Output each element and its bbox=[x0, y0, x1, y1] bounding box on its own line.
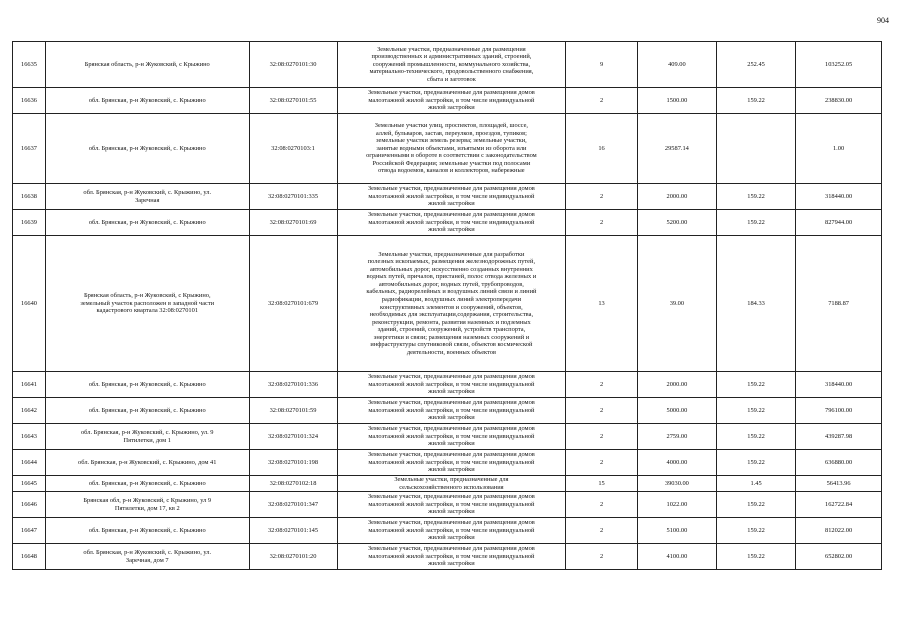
cell-rate: 159.22 bbox=[716, 210, 795, 236]
cell-area: 4100.00 bbox=[637, 544, 716, 570]
cell-address: обл. Брянская, р-н Жуковский, с. Крыжино, ул. Заречная, дом 7 bbox=[46, 544, 250, 570]
cell-rate: 159.22 bbox=[716, 450, 795, 476]
table-row bbox=[13, 518, 882, 544]
table-row bbox=[13, 398, 882, 424]
cell-purpose: Земельные участки, предназначенные для размещения домов малоэтажной жилой застройки, в том числе индивидуальной жилой застройки bbox=[337, 492, 566, 518]
cell-rate: 252.45 bbox=[716, 42, 795, 88]
cell-value: 827944.00 bbox=[796, 210, 882, 236]
table-row bbox=[13, 88, 882, 114]
cell-num: 16643 bbox=[13, 424, 46, 450]
cell-num: 16642 bbox=[13, 398, 46, 424]
cell-purpose: Земельные участки, предназначенные для размещения домов малоэтажной жилой застройки, в том числе индивидуальной жилой застройки bbox=[337, 372, 566, 398]
cell-category: 2 bbox=[566, 450, 638, 476]
cell-address: обл. Брянская, р-н Жуковский, с. Крыжино bbox=[46, 398, 250, 424]
cell-rate: 159.22 bbox=[716, 184, 795, 210]
cell-purpose: Земельные участки, предназначенные для размещения домов малоэтажной жилой застройки, в том числе индивидуальной жилой застройки bbox=[337, 518, 566, 544]
cell-cadastral: 32:08:0270101:59 bbox=[249, 398, 337, 424]
cell-category: 9 bbox=[566, 42, 638, 88]
cell-area: 1500.00 bbox=[637, 88, 716, 114]
table-row bbox=[13, 184, 882, 210]
cell-area: 1022.00 bbox=[637, 492, 716, 518]
table-row bbox=[13, 476, 882, 492]
cell-purpose: Земельные участки, предназначенные для сельскохозяйственного использования bbox=[337, 476, 566, 492]
cell-rate: 159.22 bbox=[716, 88, 795, 114]
cell-num: 16648 bbox=[13, 544, 46, 570]
cell-rate: 159.22 bbox=[716, 398, 795, 424]
cell-num: 16635 bbox=[13, 42, 46, 88]
cell-area: 39030.00 bbox=[637, 476, 716, 492]
cell-cadastral: 32:08:0270101:679 bbox=[249, 236, 337, 372]
cell-purpose: Земельные участки, предназначенные для размещения домов малоэтажной жилой застройки, в том числе индивидуальной жилой застройки bbox=[337, 544, 566, 570]
cell-category: 2 bbox=[566, 184, 638, 210]
cell-rate: 1.45 bbox=[716, 476, 795, 492]
cell-value: 439287.98 bbox=[796, 424, 882, 450]
cell-category: 13 bbox=[566, 236, 638, 372]
cell-purpose: Земельные участки, предназначенные для разработки полезных ископаемых, размещения железнодорожных путей, автомобильных дорог, искусственно созданных внутренних водных путей, причалов, пристаней, полос отвода железных и автомобильных дорог, водных путей, трубопроводов, кабельных, радиорелейных и воздушных линий связи и линий радиофикации, воздушных линий электропередачи конструктивных элементов и сооружений, объектов, необходимых для эксплуатации,содержания, строительства, реконструкции, ремонта, развития наземных и подземных зданий, строений, сооружений, устройств транспорта, энергетики и связи; размещения наземных сооружений и инфраструктуры спутниковой связи, объектов космической деятельности, военных объектов bbox=[337, 236, 566, 372]
cell-value: 103252.05 bbox=[796, 42, 882, 88]
cell-cadastral: 32:08:0270101:145 bbox=[249, 518, 337, 544]
cell-category: 2 bbox=[566, 372, 638, 398]
cell-rate: 159.22 bbox=[716, 518, 795, 544]
cell-purpose: Земельные участки, предназначенные для размещения домов малоэтажной жилой застройки, в том числе индивидуальной жилой застройки bbox=[337, 424, 566, 450]
cell-area: 2000.00 bbox=[637, 372, 716, 398]
cell-category: 2 bbox=[566, 398, 638, 424]
cell-cadastral: 32:08:0270101:336 bbox=[249, 372, 337, 398]
cell-purpose: Земельные участки, предназначенные для размещения домов малоэтажной жилой застройки, в том числе индивидуальной жилой застройки bbox=[337, 184, 566, 210]
cell-address: обл. Брянская, р-н Жуковский, с. Крыжино bbox=[46, 476, 250, 492]
cell-area: 29587.14 bbox=[637, 114, 716, 184]
table-row bbox=[13, 114, 882, 184]
cell-value: 1.00 bbox=[796, 114, 882, 184]
cell-address: Брянская область, р-н Жуковский, с Крыжино bbox=[46, 42, 250, 88]
cell-value: 162722.84 bbox=[796, 492, 882, 518]
cell-num: 16647 bbox=[13, 518, 46, 544]
cell-rate: 184.33 bbox=[716, 236, 795, 372]
cell-cadastral: 32:08:0270103:1 bbox=[249, 114, 337, 184]
cadastral-value-table bbox=[12, 41, 882, 570]
cell-value: 636880.00 bbox=[796, 450, 882, 476]
cell-category: 2 bbox=[566, 424, 638, 450]
table-row bbox=[13, 450, 882, 476]
cell-area: 5000.00 bbox=[637, 398, 716, 424]
cell-value: 812022.00 bbox=[796, 518, 882, 544]
cell-value: 796100.00 bbox=[796, 398, 882, 424]
cell-purpose: Земельные участки, предназначенные для размещения домов малоэтажной жилой застройки, в том числе индивидуальной жилой застройки bbox=[337, 210, 566, 236]
table-row bbox=[13, 236, 882, 372]
cell-category: 2 bbox=[566, 88, 638, 114]
cell-purpose: Земельные участки, предназначенные для размещения домов малоэтажной жилой застройки, в том числе индивидуальной жилой застройки bbox=[337, 88, 566, 114]
cell-purpose: Земельные участки, предназначенные для размещения домов малоэтажной жилой застройки, в том числе индивидуальной жилой застройки bbox=[337, 450, 566, 476]
cell-address: обл. Брянская, р-н Жуковский, с. Крыжино bbox=[46, 372, 250, 398]
cell-category: 2 bbox=[566, 544, 638, 570]
cell-value: 7188.87 bbox=[796, 236, 882, 372]
cell-cadastral: 32:08:0270101:347 bbox=[249, 492, 337, 518]
cell-address: Брянская область, р-н Жуковский, с Крыжино, земельный участок расположен в западной части кадастрового квартала 32:08:0270101 bbox=[46, 236, 250, 372]
cell-area: 39.00 bbox=[637, 236, 716, 372]
cell-num: 16644 bbox=[13, 450, 46, 476]
cell-category: 15 bbox=[566, 476, 638, 492]
cell-num: 16640 bbox=[13, 236, 46, 372]
cell-num: 16641 bbox=[13, 372, 46, 398]
cell-value: 238830.00 bbox=[796, 88, 882, 114]
cell-category: 2 bbox=[566, 518, 638, 544]
cell-rate: 159.22 bbox=[716, 544, 795, 570]
cell-address: обл. Брянская, р-н Жуковский, с. Крыжино, ул. Заречная bbox=[46, 184, 250, 210]
cell-value: 652802.00 bbox=[796, 544, 882, 570]
cell-cadastral: 32:08:0270101:30 bbox=[249, 42, 337, 88]
cell-rate bbox=[716, 114, 795, 184]
table-row bbox=[13, 42, 882, 88]
cell-address: обл. Брянская, р-н Жуковский, с. Крыжино, ул. 9 Пятилетки, дом 1 bbox=[46, 424, 250, 450]
cell-cadastral: 32:08:0270101:324 bbox=[249, 424, 337, 450]
cell-cadastral: 32:08:0270102:18 bbox=[249, 476, 337, 492]
cell-rate: 159.22 bbox=[716, 492, 795, 518]
cell-address: обл. Брянская, р-н Жуковский, с. Крыжино, дом 41 bbox=[46, 450, 250, 476]
table-row bbox=[13, 492, 882, 518]
cell-num: 16645 bbox=[13, 476, 46, 492]
cell-rate: 159.22 bbox=[716, 372, 795, 398]
cell-purpose: Земельные участки, предназначенные для размещения домов малоэтажной жилой застройки, в том числе индивидуальной жилой застройки bbox=[337, 398, 566, 424]
table-row bbox=[13, 424, 882, 450]
cell-value: 56413.96 bbox=[796, 476, 882, 492]
cell-num: 16636 bbox=[13, 88, 46, 114]
cell-num: 16646 bbox=[13, 492, 46, 518]
cell-purpose: Земельные участки улиц, проспектов, площадей, шоссе, аллей, бульваров, застав, переулков, проездов, тупиков; земельные участки земель резерва; земельные участки, занятые водными объектами, изъятыми из оборота или ограниченными в обороте в соответствии с законодательством Российской Федерации; земельные участки под полосами отвода водоемов, каналов и коллекторов, набережные bbox=[337, 114, 566, 184]
table-row bbox=[13, 372, 882, 398]
cell-address: Брянская обл, р-н Жуковский, с Крыжино, ул 9 Пятилетки, дом 17, кв 2 bbox=[46, 492, 250, 518]
cell-num: 16638 bbox=[13, 184, 46, 210]
cell-address: обл. Брянская, р-н Жуковский, с. Крыжино bbox=[46, 114, 250, 184]
cell-purpose: Земельные участки, предназначенные для размещения производственных и административных зданий, строений, сооружений промышленности, коммунального хозяйства, материально-технического, продовольственного снабжения, сбыта и заготовок bbox=[337, 42, 566, 88]
cell-area: 409.00 bbox=[637, 42, 716, 88]
cell-rate: 159.22 bbox=[716, 424, 795, 450]
cell-category: 2 bbox=[566, 492, 638, 518]
cell-address: обл. Брянская, р-н Жуковский, с. Крыжино bbox=[46, 88, 250, 114]
cell-address: обл. Брянская, р-н Жуковский, с. Крыжино bbox=[46, 518, 250, 544]
cell-area: 4000.00 bbox=[637, 450, 716, 476]
cell-area: 5100.00 bbox=[637, 518, 716, 544]
cell-num: 16639 bbox=[13, 210, 46, 236]
cell-category: 16 bbox=[566, 114, 638, 184]
cell-cadastral: 32:08:0270101:55 bbox=[249, 88, 337, 114]
cell-area: 2759.00 bbox=[637, 424, 716, 450]
cell-area: 5200.00 bbox=[637, 210, 716, 236]
cell-value: 318440.00 bbox=[796, 184, 882, 210]
cell-cadastral: 32:08:0270101:20 bbox=[249, 544, 337, 570]
table-row bbox=[13, 210, 882, 236]
table-row bbox=[13, 544, 882, 570]
cell-address: обл. Брянская, р-н Жуковский, с. Крыжино bbox=[46, 210, 250, 236]
cell-num: 16637 bbox=[13, 114, 46, 184]
cell-value: 318440.00 bbox=[796, 372, 882, 398]
cell-cadastral: 32:08:0270101:69 bbox=[249, 210, 337, 236]
cell-cadastral: 32:08:0270101:335 bbox=[249, 184, 337, 210]
cell-area: 2000.00 bbox=[637, 184, 716, 210]
cell-category: 2 bbox=[566, 210, 638, 236]
page-number: 904 bbox=[877, 16, 889, 25]
cell-cadastral: 32:08:0270101:198 bbox=[249, 450, 337, 476]
